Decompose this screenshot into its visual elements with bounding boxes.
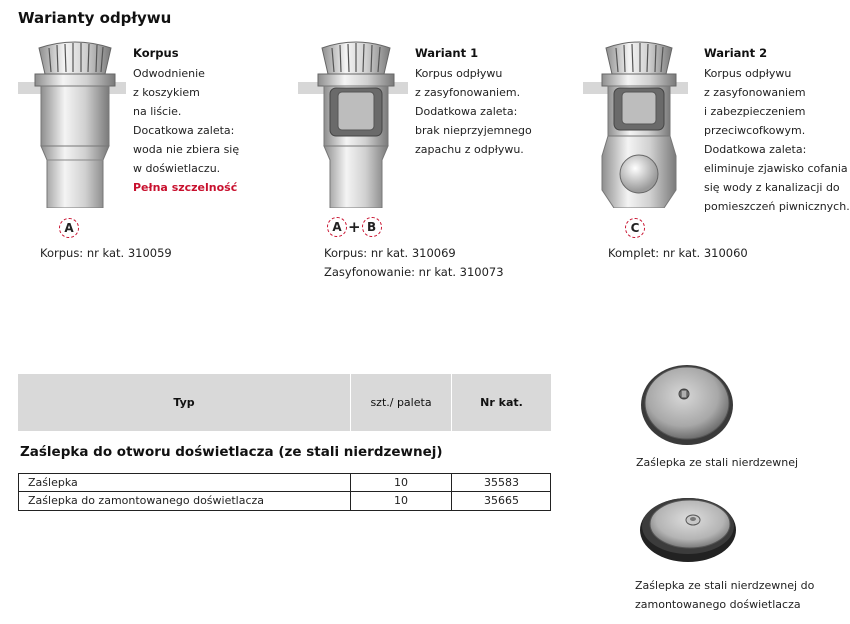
badge-group <box>59 217 79 238</box>
table-header <box>18 374 551 431</box>
table-row <box>18 473 551 492</box>
description-line: brak nieprzyjemnego <box>415 124 532 137</box>
description-line: z zasyfonowaniem <box>704 86 806 99</box>
badge-a: A <box>59 218 79 238</box>
description-line: Dodatkowa zaleta: <box>415 105 518 118</box>
row-code: 35583 <box>484 476 519 489</box>
description-line: z zasyfonowaniem. <box>415 86 521 99</box>
highlight-text: Pełna szczelność <box>133 181 238 194</box>
row-border <box>18 492 19 510</box>
catalog-number: Korpus: nr kat. 310059 <box>40 246 172 260</box>
description-line: eliminuje zjawisko cofania <box>704 162 848 175</box>
table-section-title: Zaślepka do otworu doświetlacza (ze stali nierdzewnej) <box>20 444 443 460</box>
variant-description <box>415 64 532 159</box>
row-qty: 10 <box>394 476 408 489</box>
product-caption <box>635 576 814 614</box>
description-line: przeciwcofkowym. <box>704 124 806 137</box>
description-line: Docatkowa zaleta: <box>133 124 235 137</box>
row-code: 35665 <box>484 494 519 507</box>
description-line: zapachu z odpływu. <box>415 143 524 156</box>
row-qty: 10 <box>394 494 408 507</box>
drain-body-image <box>25 40 125 208</box>
cover-plate-image <box>638 362 736 448</box>
catalog-list <box>324 244 504 282</box>
column-header-code: Nr kat. <box>480 396 523 409</box>
catalog-number: Korpus: nr kat. 310069 <box>324 246 456 260</box>
drain-siphon-image <box>308 40 404 208</box>
description-line: i zabezpieczeniem <box>704 105 806 118</box>
variant-heading: Wariant 2 <box>704 46 768 60</box>
row-name: Zaślepka do zamontowanego doświetlacza <box>28 494 265 507</box>
description-line: Korpus odpływu <box>415 67 503 80</box>
mounted-cover-plate-image <box>638 488 738 564</box>
drain-backflow-image <box>592 40 686 208</box>
badge-group <box>625 217 645 238</box>
plus-sign: + <box>348 218 361 236</box>
badge-a: A <box>327 217 347 237</box>
catalog-number: Zasyfonowanie: nr kat. 310073 <box>324 265 504 279</box>
variant-description <box>133 64 239 197</box>
description-line: w doświetlaczu. <box>133 162 221 175</box>
description-line: na liście. <box>133 105 182 118</box>
badge-b: B <box>362 217 382 237</box>
variant-description <box>704 64 850 216</box>
row-border <box>550 474 551 492</box>
description-line: woda nie zbiera się <box>133 143 240 156</box>
catalog-number: Komplet: nr kat. 310060 <box>608 246 748 260</box>
row-name: Zaślepka <box>28 476 78 489</box>
product-caption: Zaślepka ze stali nierdzewnej <box>636 456 799 469</box>
description-line: się wody z kanalizacji do <box>704 181 840 194</box>
column-header-type: Typ <box>173 396 195 409</box>
badge-c: C <box>625 218 645 238</box>
table-row <box>18 491 551 510</box>
description-line: Korpus odpływu <box>704 67 792 80</box>
description-line: pomieszczeń piwnicznych. <box>704 200 850 213</box>
row-border <box>550 492 551 510</box>
description-line: Odwodnienie <box>133 67 205 80</box>
caption-line: Zaślepka ze stali nierdzewnej do <box>635 579 815 592</box>
description-line: Dodatkowa zaleta: <box>704 143 807 156</box>
row-border <box>18 474 19 492</box>
variant-heading: Wariant 1 <box>415 46 479 60</box>
page-title: Warianty odpływu <box>18 9 172 27</box>
badge-group <box>327 217 382 237</box>
variant-heading: Korpus <box>133 46 179 60</box>
description-line: z koszykiem <box>133 86 200 99</box>
table-bottom-border <box>18 510 551 511</box>
caption-line: zamontowanego doświetlacza <box>635 598 801 611</box>
column-header-qty: szt./ paleta <box>370 396 432 409</box>
